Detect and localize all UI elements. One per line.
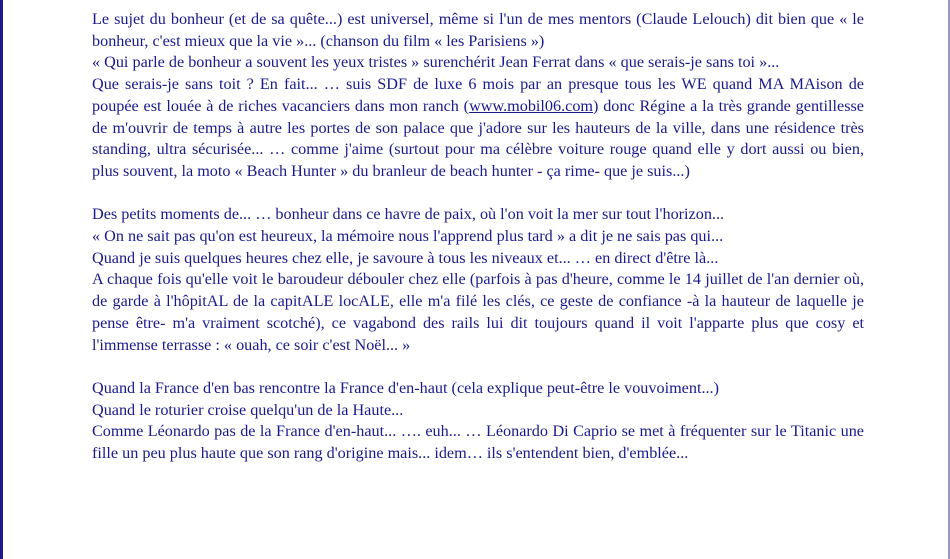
paragraph-text: ) donc Régine a la très grande gentillesse de m'ouvrir de temps à autre les portes de son palace que j'adore sur les hauteurs de la ville, dans une résidence très standing, ultra sécurisée... … comme j'aime (surtout pour ma célèbre voiture rouge quand elle y dort aussi ou bien, plus souvent, la moto « Beach Hunter » du branleur de beach hunter - ça rime- que je suis...) [92, 96, 864, 180]
paragraph: « Qui parle de bonheur a souvent les yeux tristes » surenchérit Jean Ferrat dans « que serais-je sans toi »... [92, 53, 780, 72]
paragraph-text: Que serais-je sans toit ? En fait... … suis SDF de luxe 6 mois par an presque tous les WE quand MA MAison de poupée est louée à de riches vacanciers dans mon ranch ( [92, 75, 864, 115]
paragraph: « On ne sait pas qu'on est heureux, la mémoire nous l'apprend plus tard » a dit je ne sais pas qui... [92, 227, 724, 246]
article-body [92, 9, 864, 465]
paragraph-spacer [92, 183, 864, 205]
paragraph: Des petits moments de... … bonheur dans ce havre de paix, où l'on voit la mer sur tout l'horizon... [92, 205, 725, 224]
paragraph: Quand le roturier croise quelqu'un de la Haute... [92, 400, 404, 419]
paragraph: Le sujet du bonheur (et de sa quête...) est universel, même si l'un de mes mentors (Claude Lelouch) dit bien que « le bonheur, c'est mieux que la vie »... (chanson du film « les Parisiens ») [92, 10, 864, 50]
paragraph: Quand je suis quelques heures chez elle, je savoure à tous les niveaux et... … en direct d'être là... [92, 248, 719, 267]
paragraph [92, 74, 864, 183]
website-link[interactable]: www.mobil06.com [469, 96, 594, 115]
paragraph-spacer [92, 356, 864, 378]
paragraph: A chaque fois qu'elle voit le baroudeur débouler chez elle (parfois à pas d'heure, comme le 14 juillet de l'an dernier où, de garde à l'hôpitAL de la capitALE locALE, elle m'a filé les clés, ce geste de confiance -à la hauteur de laquelle je pense être- m'a vraiment scotché), ce vagabond des rails lui dit toujours quand il voit l'apparte plus que cosy et l'immense terrasse : « ouah, ce soir c'est Noël... » [92, 270, 864, 354]
paragraph: Comme Léonardo pas de la France d'en-haut... …. euh... … Léonardo Di Caprio se met à fréquenter sur le Titanic une fille un peu plus haute que son rang d'origine mais... idem… ils s'entendent bien, d'emblée... [92, 422, 864, 463]
left-border [0, 0, 3, 559]
paragraph: Quand la France d'en bas rencontre la France d'en-haut (cela explique peut-être le vouvoiment...) [92, 378, 719, 397]
